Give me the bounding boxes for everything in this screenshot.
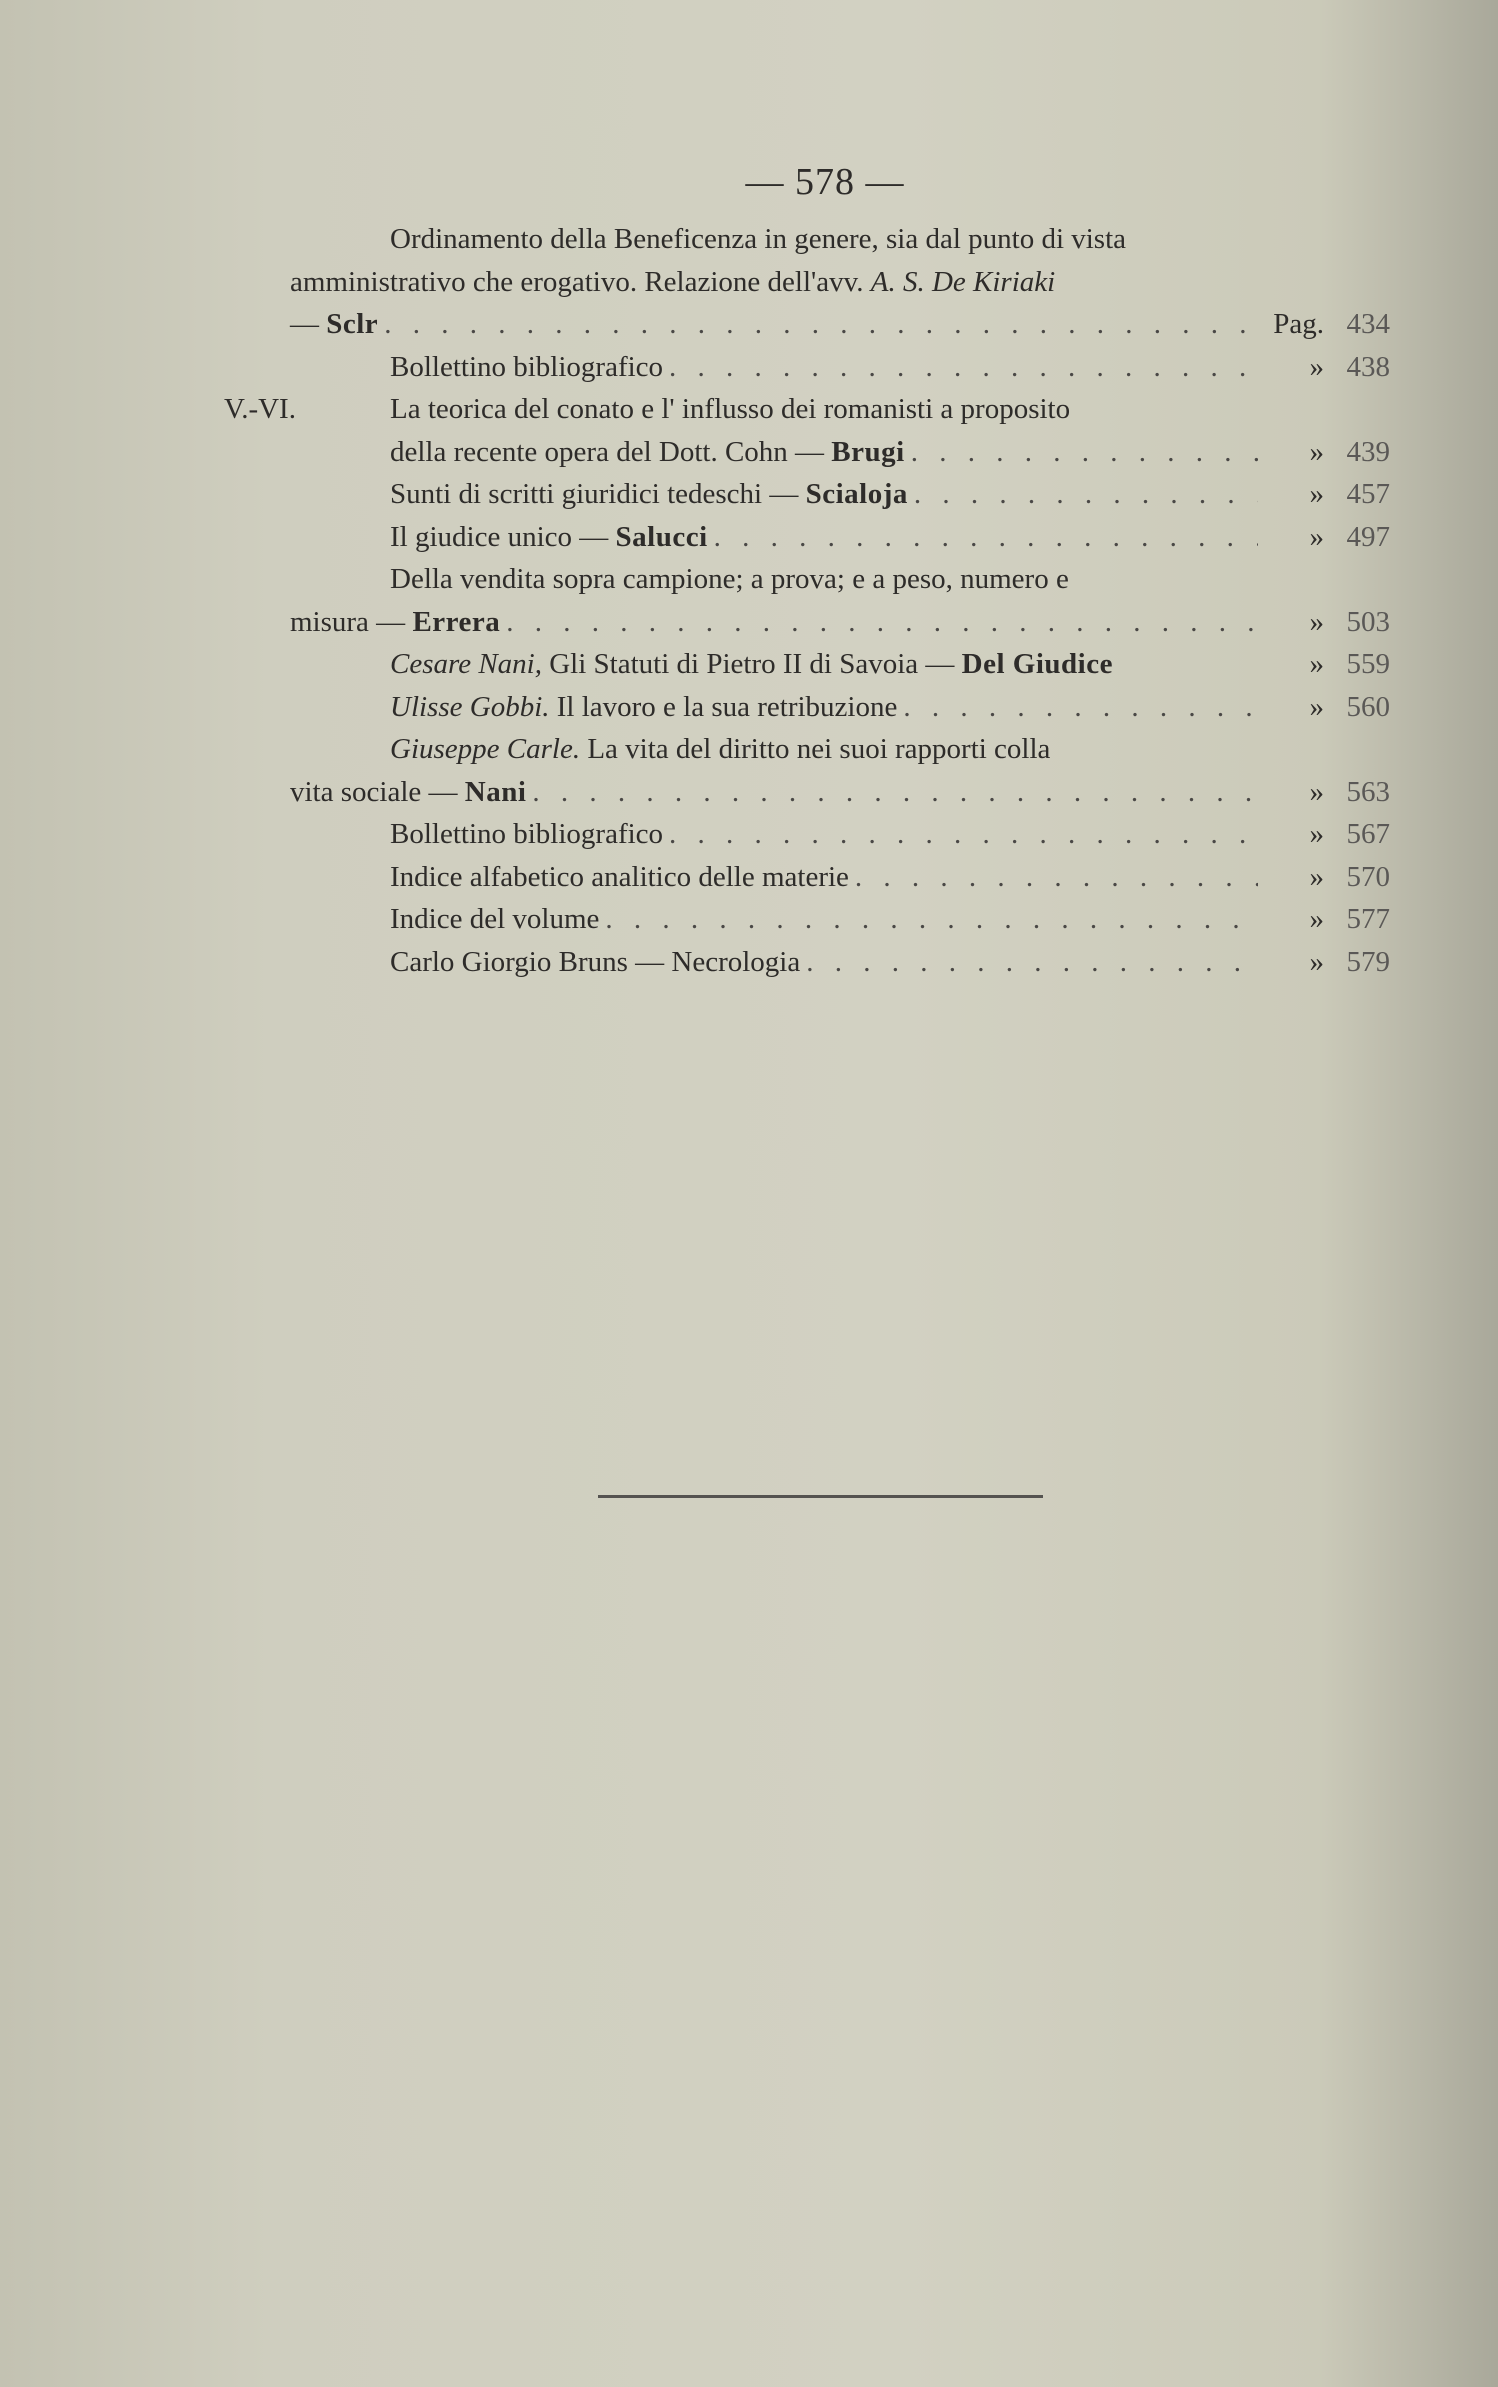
- author-name: Del Giudice: [961, 648, 1113, 680]
- page-ref: 434: [1346, 308, 1390, 340]
- page-ref: 579: [1346, 945, 1390, 978]
- page-ref: 570: [1346, 860, 1390, 893]
- author-name: Nani: [464, 775, 527, 808]
- dot-leader: [903, 686, 1258, 729]
- page-label: »: [1309, 350, 1324, 383]
- page-ref: 577: [1346, 903, 1390, 935]
- page-ref: 503: [1346, 605, 1390, 638]
- toc-entry: — Sclr . . . Pag. 434: [290, 303, 1390, 346]
- author-name: Scialoja: [805, 478, 908, 510]
- end-rule: [598, 1495, 1043, 1498]
- page-label: »: [1309, 690, 1324, 723]
- page-ref: 560: [1346, 690, 1390, 723]
- toc-entry-text: amministrativo che erogativo. Relazione dell'avv. A. S. De Kiriaki: [290, 265, 1056, 298]
- page-ref: 567: [1346, 818, 1390, 850]
- page-label: »: [1309, 903, 1324, 935]
- toc-entry: Cesare Nani, Gli Statuti di Pietro II di Savoia — Del Giudice » 559: [290, 643, 1390, 686]
- dot-leader: [714, 516, 1258, 559]
- page-ref: 563: [1346, 775, 1390, 808]
- author-name: Brugi: [831, 435, 905, 468]
- author-italic: Ulisse Gobbi.: [390, 690, 550, 723]
- author-name: Errera: [412, 605, 501, 638]
- page-label: »: [1309, 478, 1324, 510]
- dot-leader: [669, 813, 1258, 856]
- toc-entry-text: Ordinamento della Beneficenza in genere, sia dal punto di vista: [390, 223, 1127, 255]
- dot-leader: [506, 601, 1258, 644]
- toc-entry: della recente opera del Dott. Cohn — Brugi . . . » 439: [290, 431, 1390, 474]
- page-ref: 497: [1346, 520, 1390, 553]
- page-label: Pag.: [1273, 308, 1324, 340]
- page-label: »: [1309, 435, 1324, 468]
- table-of-contents: [224, 218, 1390, 983]
- toc-entry: Bollettino bibliografico . . . » 567: [290, 813, 1390, 856]
- page-label: »: [1309, 520, 1324, 553]
- page-ref: 438: [1346, 350, 1390, 383]
- page-label: »: [1309, 605, 1324, 638]
- dot-leader: [911, 431, 1258, 474]
- toc-entry: Sunti di scritti giuridici tedeschi — Scialoja . . . » 457: [290, 473, 1390, 516]
- page-number: — 578 —: [745, 161, 905, 203]
- dot-leader: [669, 346, 1258, 389]
- toc-entry: Bollettino bibliografico . . . » 438: [290, 346, 1390, 389]
- toc-entry-text: V.-VI. La teorica del conato e l' influsso dei romanisti a proposito: [290, 388, 1390, 431]
- page-ref: 559: [1346, 648, 1390, 680]
- page-label: »: [1309, 818, 1324, 850]
- toc-entry-text: Giuseppe Carle. La vita del diritto nei suoi rapporti colla: [390, 733, 1051, 765]
- dot-leader: [384, 303, 1258, 346]
- page-label: »: [1309, 860, 1324, 893]
- toc-entry: vita sociale — Nani . . . » 563: [290, 771, 1390, 814]
- dot-leader: [806, 941, 1258, 984]
- page-label: »: [1309, 775, 1324, 808]
- author-italic: Cesare Nani,: [390, 648, 542, 680]
- dot-leader: [914, 473, 1258, 516]
- dot-leader: [855, 856, 1258, 899]
- toc-entry-text: Della vendita sopra campione; a prova; e a peso, numero e: [390, 563, 1069, 595]
- dot-leader: [605, 898, 1258, 941]
- toc-entry: Ulisse Gobbi. Il lavoro e la sua retribuzione . . . » 560: [290, 686, 1390, 729]
- page-ref: 439: [1346, 435, 1390, 468]
- dot-leader: [532, 771, 1258, 814]
- toc-entry: Indice alfabetico analitico delle materie . . . » 570: [290, 856, 1390, 899]
- page-label: »: [1309, 945, 1324, 978]
- toc-entry: Carlo Giorgio Bruns — Necrologia . . . » 579: [290, 941, 1390, 984]
- author-name: Salucci: [615, 520, 708, 553]
- author-italic: A. S. De Kiriaki: [870, 265, 1056, 298]
- toc-entry: Il giudice unico — Salucci . . . » 497: [290, 516, 1390, 559]
- author-name: Sclr: [326, 308, 379, 340]
- author-italic: Giuseppe Carle.: [390, 733, 581, 765]
- section-number: V.-VI.: [224, 393, 296, 425]
- toc-entry: Indice del volume . . . » 577: [290, 898, 1390, 941]
- page-label: »: [1309, 648, 1324, 680]
- toc-entry: misura — Errera . . . » 503: [290, 601, 1390, 644]
- page-ref: 457: [1346, 478, 1390, 510]
